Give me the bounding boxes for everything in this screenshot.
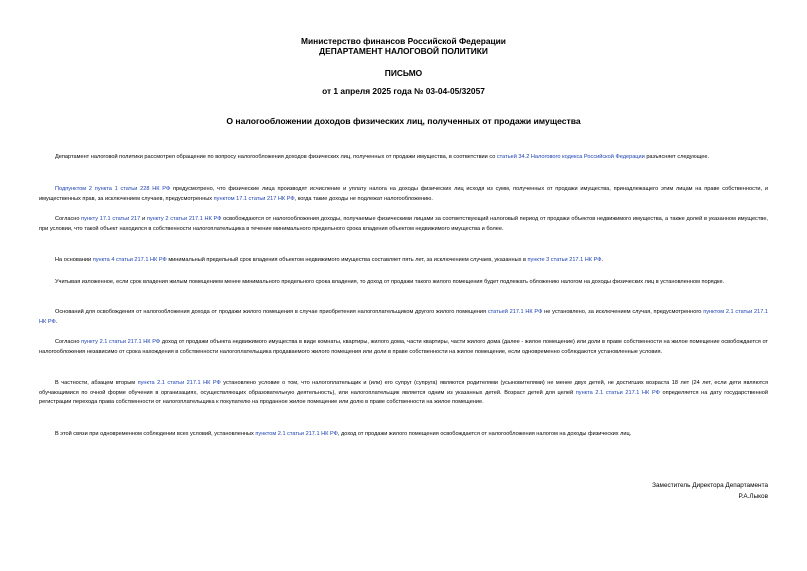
paragraph-9 bbox=[39, 430, 768, 440]
law-link[interactable]: пункту 2 статьи 217.1 НК РФ bbox=[146, 216, 222, 222]
paragraph-text: не установлено, за исключением случая, предусмотренного bbox=[542, 309, 704, 315]
signature-position: Заместитель Директора Департамента bbox=[652, 482, 768, 489]
law-link[interactable]: пункту 2.1 статьи 217.1 НК РФ bbox=[81, 339, 161, 345]
ministry-name: Министерство финансов Российской Федерации bbox=[301, 36, 506, 46]
paragraph-text: Департамент налоговой политики рассмотрел обращение по вопросу налогообложения доходов физических лиц, полученных от продажи имущества, в соответствии со bbox=[55, 154, 497, 160]
document-date-number: от 1 апреля 2025 года № 03-04-05/32057 bbox=[322, 86, 485, 96]
paragraph-text: . bbox=[55, 318, 58, 325]
paragraph-8 bbox=[39, 379, 768, 408]
paragraph-text: , доход от продажи жилого помещения освобождается от налогообложения налогом на доходы физических лиц. bbox=[337, 431, 632, 437]
paragraph-text: На основании bbox=[55, 257, 93, 263]
paragraph-text: . bbox=[601, 257, 604, 263]
paragraph-text: минимальный предельный срок владения объектом недвижимого имущества составляет пять лет, за исключением случаев, указанных в bbox=[166, 257, 528, 263]
paragraph-7 bbox=[39, 338, 768, 357]
law-link[interactable]: пункта 2.1 статьи 217.1 НК РФ bbox=[137, 380, 221, 386]
document-type: ПИСЬМО bbox=[384, 68, 423, 78]
paragraph-text: и bbox=[140, 216, 147, 222]
law-link[interactable]: пунктом 2.1 статьи 217.1 НК РФ bbox=[39, 309, 769, 325]
signature-name: Р.А.Лыков bbox=[738, 493, 768, 500]
paragraph-text: Оснований для освобождения от налогообложения дохода от продажи жилого помещения в случае приобретения налогоплательщиком другого жилого помещения bbox=[55, 309, 488, 315]
law-link[interactable]: Подпунктом 2 пункта 1 статьи 228 НК РФ bbox=[55, 186, 171, 192]
paragraph-1 bbox=[39, 153, 768, 163]
law-link[interactable]: пункте 3 статьи 217.1 НК РФ bbox=[527, 257, 602, 263]
paragraph-2 bbox=[39, 185, 768, 204]
paragraph-text: освобождаются от налогообложения доходы, получаемые физическими лицами за соответствующий налоговый период от продажи объектов недвижимого имущества, а также долей в указанном имуществе, при условии, что такой объект находился в собственности налогоплательщика в течение минимального предельного срока владения объектом недвижимого имущества и более. bbox=[39, 216, 768, 232]
paragraph-text: , когда такие доходы не подлежат налогообложению. bbox=[294, 195, 433, 202]
law-link[interactable]: статьей 217.1 НК РФ bbox=[487, 309, 543, 315]
paragraph-text: доход от продажи объекта недвижимого имущества в виде комнаты, квартиры, жилого дома, части квартиры, части жилого дома (далее - жилое помещение) или доли в праве собственности на жилое помещение освобождается от налогообложения независимо от срока нахождения в собственности налогоплательщика продаваемого жилого помещения или доли в праве собственности на жилое помещение, если одновременно соблюдаются установленные условия. bbox=[39, 339, 768, 355]
paragraph-text: предусмотрено, что физические лица производят исчисление и уплату налога на доходы физических лиц исходя из сумм, полученных от продажи имущества, принадлежащего этим лицам на праве собственности, и имущественных прав, за исключением случаев, предусмотренных bbox=[39, 186, 768, 202]
law-link[interactable]: пункта 2.1 статьи 217.1 НК РФ bbox=[575, 389, 660, 396]
paragraph-6 bbox=[39, 308, 768, 327]
paragraph-text: определяется на дату государственной регистрации перехода права собственности от налогоплательщика к покупателю на проданное жилое помещение или долю в праве собственности на жилое помещение. bbox=[39, 389, 768, 406]
document-title: О налогообложении доходов физических лиц, полученных от продажи имущества bbox=[226, 116, 581, 126]
law-link[interactable]: статьей 34.2 Налогового кодекса Российской Федерации bbox=[496, 154, 645, 160]
paragraph-4 bbox=[39, 256, 768, 266]
department-name: ДЕПАРТАМЕНТ НАЛОГОВОЙ ПОЛИТИКИ bbox=[319, 46, 488, 56]
law-link[interactable]: пунктом 2.1 статьи 217.1 НК РФ bbox=[255, 431, 338, 437]
paragraph-text: разъясняет следующее. bbox=[644, 154, 710, 160]
paragraph-5 bbox=[39, 278, 768, 288]
law-link[interactable]: пунктом 17.1 статьи 217 НК РФ bbox=[213, 195, 295, 202]
paragraph-text: установлено условие о том, что налогоплательщик и (или) его супруг (супруга) являются родителями (усыновителями) не менее двух детей, не достигших возраста 18 лет (24 лет, если дети являются обучающимися по очной форме обучения в организациях, осуществляющих образовательную деятельность), или налогоплательщик является одним из указанных детей. Возраст детей для целей bbox=[39, 380, 768, 396]
paragraph-text: В этой связи при одновременном соблюдении всех условий, установленных bbox=[55, 431, 256, 437]
paragraph-text: Согласно bbox=[55, 216, 82, 222]
paragraph-text: Учитывая изложенное, если срок владения жилым помещением менее минимального предельного срока владения, то доход от продажи такого жилого помещения будет подлежать обложению налогом на доходы физических лиц в установленном порядке. bbox=[55, 279, 725, 285]
paragraph-text: Согласно bbox=[55, 339, 82, 345]
paragraph-text: В частности, абзацем вторым bbox=[55, 380, 138, 386]
law-link[interactable]: пункта 4 статьи 217.1 НК РФ bbox=[92, 257, 167, 263]
law-link[interactable]: пункту 17.1 статьи 217 bbox=[81, 216, 141, 222]
paragraph-3 bbox=[39, 215, 768, 234]
